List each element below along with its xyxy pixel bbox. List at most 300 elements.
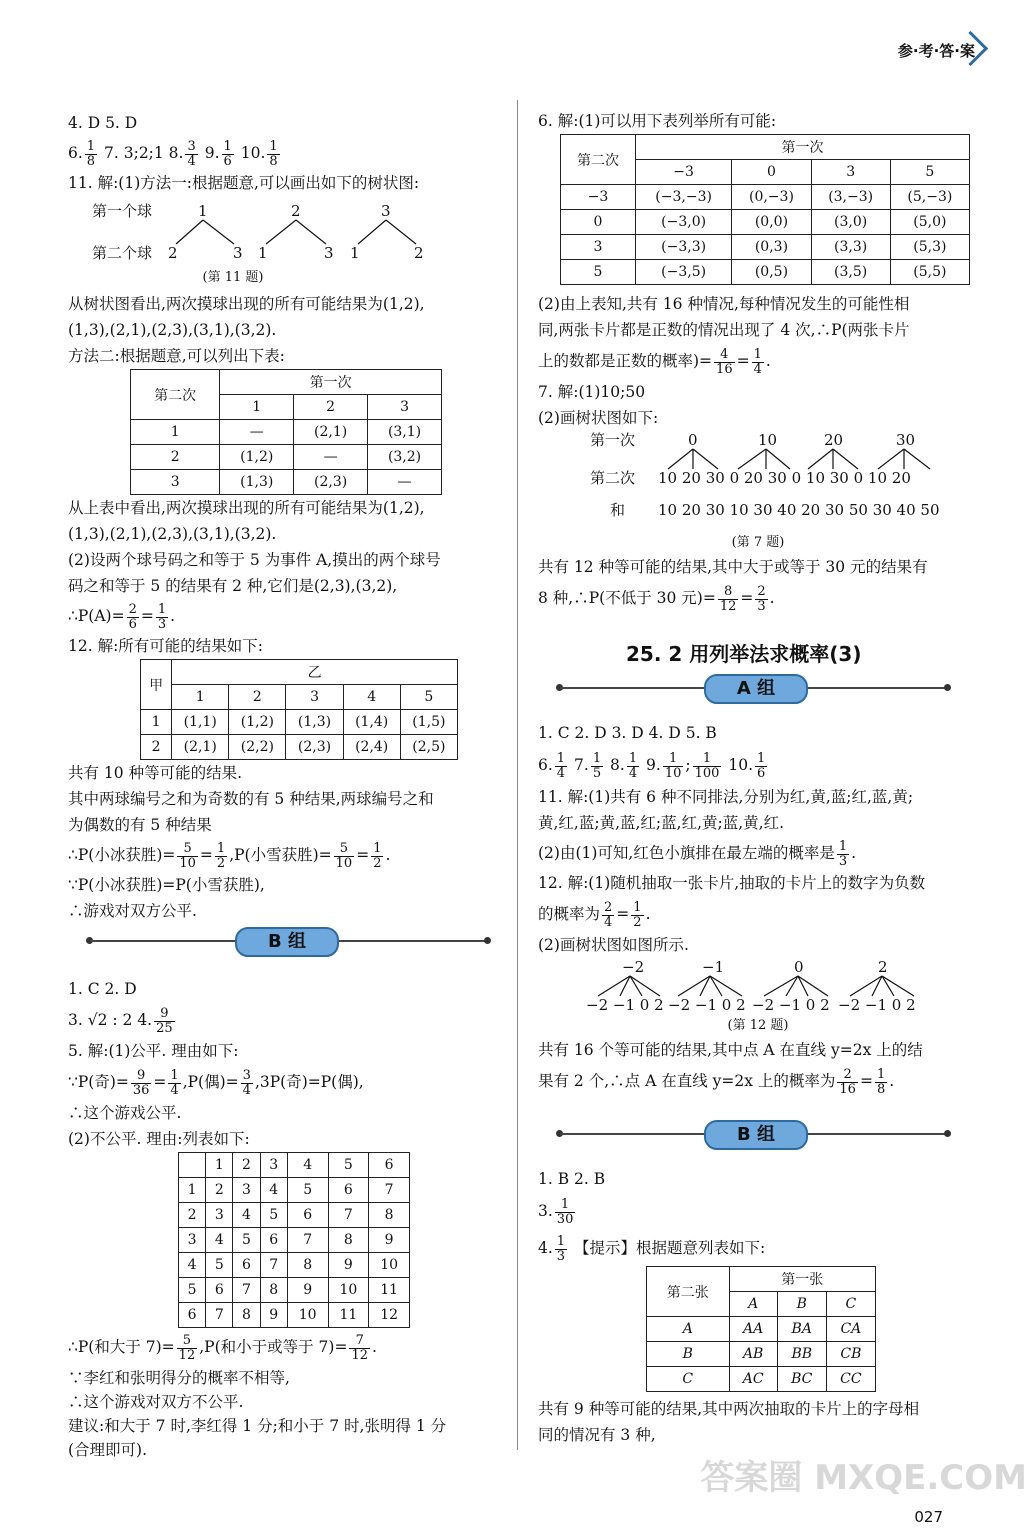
table-row [131,420,442,445]
cell: 3 [561,235,636,260]
cell: (3,5) [811,260,890,285]
cell: 1 [131,420,220,445]
label: ,P(小雪获胜)= [229,846,332,864]
label: ,P(偶)= [182,1073,239,1091]
numerator: 1 [157,601,167,617]
table-col: C [826,1292,875,1317]
fraction [334,842,355,871]
cell: BA [777,1317,826,1342]
text-line: 从树状图看出,两次摸球出现的所有可能结果为(1,2), [68,295,425,313]
label: 6. [538,756,553,774]
cell: CC [826,1367,875,1392]
cell: 7 [287,1228,328,1253]
tree-leaves: 10 20 30 0 20 30 0 10 30 0 10 20 [658,469,911,487]
label: 8. [610,756,625,774]
numerator: 5 [177,842,198,857]
tree-diagram-7 [538,431,978,531]
tree-node: 30 [896,431,916,449]
label: 的概率为 [538,905,601,923]
fraction [627,752,639,781]
table-col: 3 [286,685,343,710]
denominator: 36 [132,1082,150,1098]
label: 9. [204,144,220,162]
answer-line [68,1002,508,1038]
cell: (2,1) [172,735,229,760]
text-line: (2)不公平. 理由:列表如下: [68,1130,250,1148]
bullet-dot [484,937,491,944]
label: 8 种,∴P(不低于 30 元)= [538,589,716,607]
cell: 8 [287,1253,328,1278]
numerator: 1 [556,750,566,766]
answer-line: 1. B 2. B [538,1170,606,1188]
numerator: 1 [663,752,684,767]
denominator: 8 [269,153,278,169]
group-b-label: B 组 [704,1120,808,1150]
left-column [68,108,508,924]
label: 上的数都是正数的概率)= [538,352,713,370]
fraction [177,842,198,871]
numerator: 2 [757,583,766,599]
numerator: 1 [223,138,232,154]
cell: 3 [206,1203,233,1228]
right-column-a [538,720,978,1099]
figure-caption: (第 12 题) [727,1018,789,1033]
table-row [131,470,442,495]
cell: 6 [369,1153,410,1178]
table-row [561,210,970,235]
answer-line: 1. C 2. D 3. D 4. D 5. B [538,724,717,742]
table-4 [646,1266,876,1392]
label: 4. [538,1239,553,1257]
denominator: 2 [216,855,226,871]
tree-diagram-12 [538,958,978,1014]
tree-node: 3 [381,202,391,220]
table-row [179,1178,410,1203]
denominator: 30 [556,1211,574,1227]
right-column [538,108,978,616]
cell: 5 [287,1178,328,1203]
fraction [755,585,767,614]
cell: — [368,470,442,495]
table-head: 第一次 [635,135,969,160]
cell: (−3,0) [635,210,731,235]
formula-line: ∵P(奇)= $\frac{9}{36}$ = $\frac{1}{4}$ ,P(偶)= $\frac{3}{4}$ ,3P(奇)=P(偶), [68,1067,364,1098]
table-col: −3 [635,160,731,185]
column-divider [517,100,518,1450]
table-row [561,260,970,285]
numerator: 3 [187,138,196,154]
table-row [561,235,970,260]
fraction [185,140,197,169]
tree-label-first: 第一个球 [92,202,153,220]
fraction [663,752,684,781]
formula-line: ∴P(小冰获胜)= $\frac{5}{10}$ = $\frac{1}{2}$ ,P(小雪获胜)= $\frac{5}{10}$ = $\frac{1}{2}$ . [68,840,391,871]
numerator: 2 [128,601,137,617]
cell: (3,3) [811,235,890,260]
cell: (3,1) [368,420,442,445]
numerator: 1 [633,899,642,915]
denominator: 3 [556,1248,566,1264]
numerator: 3 [242,1067,251,1083]
cell: 6 [179,1303,206,1328]
denominator: 4 [556,765,566,781]
cell: 4 [206,1228,233,1253]
cell: 5 [561,260,636,285]
label: 3. [538,1202,553,1220]
cell: (5,−3) [890,185,969,210]
fraction [755,752,767,781]
denominator: 2 [373,855,382,871]
answer-line: 6. $\frac{1}{4}$ 7. $\frac{1}{5}$ 8. $\frac{1}{4}$ 9. $\frac{1}{10}$ ; $\frac{1}{100}$ 10. $\frac{1}{6}$ [538,750,766,781]
table-row [179,1303,410,1328]
cell: 6 [328,1178,369,1203]
cell: 5 [233,1228,260,1253]
cell: (−3,−3) [635,185,731,210]
denominator: 10 [664,765,682,781]
label: ∴P(A)= [68,607,125,625]
formula-line: ∴P(和大于 7)= $\frac{5}{12}$ ,P(和小于或等于 7)= $\frac{7}{12}$ . [68,1332,377,1363]
cell: 5 [328,1153,369,1178]
text-line: 11. 解:(1)共有 6 种不同排法,分别为红,黄,蓝;红,蓝,黄; [538,788,914,806]
q11-title: 11. 解:(1)方法一:根据题意,可以画出如下的树状图: [68,174,420,192]
cell: AC [729,1367,777,1392]
text-line: 其中两球编号之和为奇数的有 5 种结果,两球编号之和 [68,790,434,808]
header-title: 参·考·答·案 [897,42,975,60]
fraction [591,752,603,781]
numerator: 1 [269,138,278,154]
tree-branches [598,976,914,996]
cell: 8 [260,1278,287,1303]
fraction [154,1007,175,1036]
text-line: 12. 解:(1)随机抽取一张卡片,抽取的卡片上的数字为负数 [538,874,926,892]
answer-4-5: 4. D 5. D [68,114,138,132]
denominator: 6 [223,153,232,169]
fraction [371,842,383,871]
cell: (1,2) [220,445,294,470]
cell: C [647,1367,730,1392]
cell: 7 [260,1253,287,1278]
fraction [837,1068,858,1097]
formula-line: 8 种,∴P(不低于 30 元)= $\frac{8}{12}$ = $\frac{2}{3}$ . [538,583,775,614]
tree-node: 20 [824,431,844,449]
text-line: 黄,红,蓝;黄,蓝,红;蓝,红,黄;蓝,黄,红. [538,814,785,832]
cell: AB [729,1342,777,1367]
cell: (2,3) [294,470,368,495]
table-col: 2 [229,685,286,710]
figure-caption: (第 7 题) [731,535,785,550]
tree-node: 1 [198,202,208,220]
table-row [561,185,970,210]
denominator: 4 [242,1082,251,1098]
bullet-dot [944,684,951,691]
table-corner: 第二次 [561,135,636,185]
cell: 9 [287,1278,328,1303]
cell: 0 [561,210,636,235]
cell: 1 [206,1153,233,1178]
denominator: 3 [757,598,766,614]
text-line: 共有 9 种等可能的结果,其中两次抽取的卡片上的字母相 [538,1400,920,1418]
cell: (0,3) [732,235,811,260]
text-line: 从上表中看出,两次摸球出现的所有可能结果为(1,2), [68,499,425,517]
sum-table [178,1152,410,1328]
table-row [179,1203,410,1228]
cell: 8 [233,1303,260,1328]
table-12 [140,659,458,760]
numerator: 1 [86,138,96,154]
label: 果有 2 个,∴点 A 在直线 y=2x 上的概率为 [538,1072,836,1090]
fraction [168,1069,180,1098]
cell: 4 [287,1153,328,1178]
cell: 8 [369,1203,410,1228]
cell: 1 [179,1178,206,1203]
text-line: 5. 解:(1)公平. 理由如下: [68,1042,239,1060]
text-line: 共有 16 个等可能的结果,其中点 A 在直线 y=2x 上的结 [538,1041,923,1059]
text-line: ∵P(小冰获胜)=P(小雪获胜), [68,876,265,894]
left-column-b [68,976,508,1462]
table-head: 第一张 [729,1267,875,1292]
table-row [647,1367,876,1392]
text-line: (1,3),(2,1),(2,3),(3,1),(3,2). [68,525,277,543]
label: 7. 3;2;1 8. [104,144,184,162]
denominator: 100 [694,765,720,781]
hint-text: 【提示】根据题意列表如下: [574,1239,766,1257]
cell: (2,1) [294,420,368,445]
fraction [837,840,849,869]
text-line: ∴游戏对双方公平. [68,902,197,920]
cell: 8 [328,1228,369,1253]
fraction [631,901,643,930]
cell: 6 [287,1203,328,1228]
denominator: 4 [628,765,638,781]
denominator: 4 [604,914,613,930]
table-col: 3 [811,160,890,185]
cell: 1 [141,710,172,735]
cell: −3 [561,185,636,210]
cell: 2 [141,735,172,760]
right-column-b [538,1166,978,1448]
tree-label-second: 第二个球 [92,244,153,262]
label: 10. [728,756,754,774]
table-col: 2 [294,395,368,420]
cell: 4 [179,1253,206,1278]
text-line: 方法二:根据题意,可以列出下表: [68,347,285,365]
tree-node: 2 [878,958,888,976]
table-row [179,1253,410,1278]
cell: 7 [328,1203,369,1228]
fraction [267,140,279,169]
numerator: 1 [753,346,762,362]
text-line: (2)设两个球号码之和等于 5 为事件 A,摸出的两个球号 [68,551,441,569]
cell: 9 [328,1253,369,1278]
cell: (3,2) [368,445,442,470]
fraction [127,603,139,632]
cell: (2,2) [229,735,286,760]
text-line: 共有 10 种等可能的结果. [68,764,243,782]
cell: 7 [369,1178,410,1203]
cell: 3 [260,1153,287,1178]
denominator: 12 [719,598,737,614]
cell: (1,3) [286,710,343,735]
tree-node: −1 [702,958,725,976]
formula-line: 的概率为 $\frac{2}{4}$ = $\frac{1}{2}$ . [538,899,651,930]
table-col: 4 [343,685,400,710]
cell: (2,4) [343,735,400,760]
label: ,P(和小于或等于 7)= [199,1338,348,1356]
cell [179,1153,206,1178]
numerator: 7 [349,1334,370,1349]
cell: 7 [233,1278,260,1303]
cell: 2 [233,1153,260,1178]
denominator: 6 [757,765,766,781]
fraction [131,1069,152,1098]
text-line: ∵李红和张明得分的概率不相等, [68,1369,290,1387]
table-row [141,710,458,735]
text-line: 同,两张卡片都是正数的情况出现了 4 次,∴P(两张卡片 [538,321,910,339]
cell: (2,5) [400,735,457,760]
cell: 9 [369,1228,410,1253]
cell: BB [777,1342,826,1367]
cell: B [647,1342,730,1367]
tree-leaf: 2 [168,244,178,262]
denominator: 12 [351,1347,368,1363]
table-6 [560,134,970,285]
cell: 5 [206,1253,233,1278]
answer-6-10 [68,136,508,170]
cell: (5,3) [890,235,969,260]
numerator: 1 [556,1233,566,1249]
q12-title: 12. 解:所有可能的结果如下: [68,637,264,655]
cell: 6 [206,1278,233,1303]
numerator: 1 [876,1066,886,1082]
tree-leaf: 3 [324,244,334,262]
cell: (−3,3) [635,235,731,260]
q7-title: 7. 解:(1)10;50 [538,383,646,401]
fraction [349,1334,370,1363]
cell: BC [777,1367,826,1392]
cell: 10 [328,1278,369,1303]
tree-leaves: −2 −1 0 2 [752,996,830,1014]
cell: (3,0) [811,210,890,235]
cell: 12 [369,1303,410,1328]
numerator: 2 [604,899,613,915]
label: 10. [240,144,266,162]
tree-leaf: 1 [258,244,268,262]
cell: AA [729,1317,777,1342]
tree-leaf: 1 [350,244,360,262]
cell: (2,3) [286,735,343,760]
table-row [647,1342,876,1367]
numerator: 1 [838,838,848,854]
cell: 4 [260,1178,287,1203]
fraction [875,1068,887,1097]
tree-leaves: −2 −1 0 2 [838,996,916,1014]
group-b-label: B 组 [235,927,339,957]
q6-title: 6. 解:(1)可以用下表列举所有可能: [538,112,777,130]
tree-node: 0 [688,431,698,449]
table-11 [130,369,442,495]
denominator: 16 [839,1081,856,1097]
label: = [140,607,154,625]
cell: — [220,420,294,445]
numerator: 2 [837,1068,858,1083]
cell: 6 [233,1253,260,1278]
formula-line: ∴P(A)= $\frac{2}{6}$ = $\frac{1}{3}$ . [68,601,176,632]
fraction [215,842,227,871]
denominator: 4 [187,153,196,169]
tree-node: 0 [794,958,804,976]
table-row [179,1228,410,1253]
cell: 4 [233,1203,260,1228]
fraction [555,1198,576,1227]
tree-label-second: 第二次 [590,469,636,487]
denominator: 4 [753,361,762,377]
fraction [222,140,234,169]
group-a-label: A 组 [704,674,808,704]
formula-line: 上的数都是正数的概率)= $\frac{4}{16}$ = $\frac{1}{4}$ . [538,346,771,377]
denominator: 5 [592,765,602,781]
tree-label-first: 第一次 [590,431,636,449]
table-col: A [729,1292,777,1317]
cell: 3 [179,1228,206,1253]
answer-line: 1. C 2. D [68,980,137,998]
label: 6. [68,144,83,162]
tree-label-sum: 和 [610,501,626,519]
label: 9. [646,756,661,774]
cell: 11 [328,1303,369,1328]
tree-node: −2 [622,958,645,976]
cell: (1,3) [220,470,294,495]
label: ∴P(小冰获胜)= [68,846,176,864]
bullet-dot [944,1130,951,1137]
cell: 11 [369,1278,410,1303]
tree-leaf: 2 [414,244,424,262]
fraction [555,1235,567,1264]
text-line: 同的情况有 3 种, [538,1426,656,1444]
tree-leaves: −2 −1 0 2 [586,996,664,1014]
denominator: 10 [179,855,196,871]
text-line: (2)由上表知,共有 16 种情况,每种情况发生的可能性相 [538,295,910,313]
table-col: 0 [732,160,811,185]
cell: 6 [260,1228,287,1253]
tree-diagram-11 [68,196,508,266]
cell: A [647,1317,730,1342]
cell: (5,5) [890,260,969,285]
denominator: 3 [157,616,167,632]
label: ∵P(奇)= [68,1073,129,1091]
formula-line: 果有 2 个,∴点 A 在直线 y=2x 上的概率为 $\frac{2}{16}$ = $\frac{1}{8}$ . [538,1066,895,1097]
fraction [602,901,614,930]
tree-node: 2 [291,202,301,220]
numerator: 1 [216,840,226,856]
tree-branches [176,220,416,244]
text-line: 为偶数的有 5 种结果 [68,816,212,834]
denominator: 12 [178,1347,196,1363]
table-row [647,1317,876,1342]
cell: (3,−3) [811,185,890,210]
denominator: 4 [170,1082,179,1098]
fraction [241,1069,253,1098]
table-row [131,445,442,470]
cell: 2 [206,1178,233,1203]
cell: CA [826,1317,875,1342]
cell: (1,2) [229,710,286,735]
label: = [199,846,213,864]
denominator: 2 [633,914,642,930]
text-line: ∴这个游戏对双方不公平. [68,1393,244,1411]
table-col: 5 [890,160,969,185]
text-line: (1,3),(2,1),(2,3),(3,1),(3,2). [68,321,277,339]
table-col: 3 [368,395,442,420]
